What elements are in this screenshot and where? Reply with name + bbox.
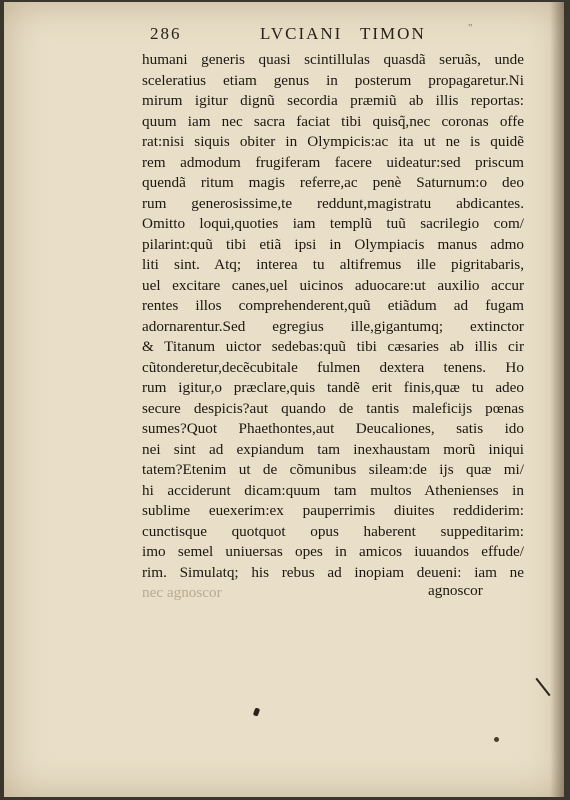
text-block (142, 50, 524, 604)
text-line: adornarentur.Sed egregius ille,gigantumq; extinctor (142, 317, 524, 335)
text-line: secure despicis?aut quando de tantis maleficijs pœnas (142, 399, 524, 417)
text-line: imo semel uniuersas opes in amicos iuuandos effude/ (142, 543, 524, 560)
book-page (4, 2, 564, 797)
text-line: uel excitare canes,uel uicinos aduocare:ut auxilio accur (142, 276, 524, 294)
ink-stroke (535, 678, 550, 697)
page-number: 286 (150, 24, 182, 43)
running-head-title: TIMON (360, 24, 426, 43)
running-header (150, 24, 510, 48)
text-line: quendã ritum magis referre,ac penè Saturnum:o deo (142, 174, 524, 191)
text-line: rentes illos comprehenderent,quũ etiãdum ad fugam (142, 297, 524, 314)
text-line: quum iam nec sacra faciat tibi quisq̃,nec coronas offe (142, 112, 524, 130)
text-line: & Titanum uictor sedebas:quũ tibi cæsaries ab illis cir (142, 338, 524, 355)
ink-dot (494, 737, 499, 742)
text-line: rum generosissime,te reddunt,magistratu abdicantes. (142, 194, 524, 212)
text-line: rim. Simulatq; his rebus ad inopiam deueni: iam ne (142, 563, 524, 581)
text-line: sumes?Quot Phaethontes,aut Deucaliones, satis ido (142, 420, 524, 437)
text-line: cũtonderetur,decẽcubitale fulmen dextera tenens. Ho (142, 358, 524, 376)
text-line: nei sint ad expiandum tam inexhaustam morũ iniqui (142, 440, 524, 458)
text-line: rem admodum frugiferam facere uideatur:sed priscum (142, 153, 524, 171)
text-line: sublime euexerim:ex pauperrimis diuites reddiderim: (142, 502, 524, 519)
text-line: rum igitur,o præclare,quis tandẽ erit finis,quæ tu adeo (142, 379, 524, 396)
catchword: agnoscor (428, 582, 483, 599)
running-head-author: LVCIANI (260, 24, 343, 43)
text-line: sceleratius etiam genus in posterum propagaretur.Ni (142, 71, 524, 89)
text-line: pilarint:quũ tibi etiã ipsi in Olympiacis manus admo (142, 235, 524, 253)
text-line: humani generis quasi scintillulas quasdã seruãs, unde (142, 51, 524, 68)
faint-catchword: nec agnoscor (142, 584, 222, 601)
ink-speck (253, 707, 260, 716)
text-line: tatem?Etenim ut de cõmunibus sileam:de ijs quæ mi/ (142, 461, 524, 478)
text-line: Omitto loqui,quoties iam templũ tuũ sacrilegio com/ (142, 215, 524, 232)
text-line: liti sint. Atq; interea tu altifremus ille pigritabaris, (142, 256, 524, 273)
text-line: cunctisque quotquot opus haberent suppeditarim: (142, 522, 524, 540)
header-mark: " (468, 22, 475, 34)
page-edge-shadow (550, 2, 564, 797)
text-line: mirum igitur dignũ secordia præmiũ ab illis reportas: (142, 92, 524, 109)
text-line: hi acciderunt dicam:quum tam multos Athenienses in (142, 481, 524, 499)
text-line: rat:nisi siquis obiter in Olympicis:ac ita ut ne is quidẽ (142, 133, 524, 150)
